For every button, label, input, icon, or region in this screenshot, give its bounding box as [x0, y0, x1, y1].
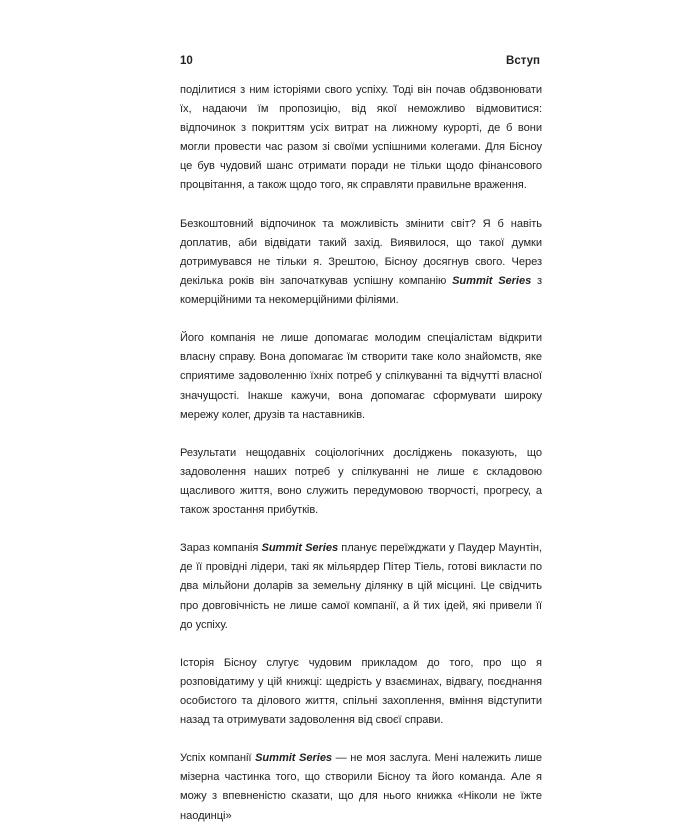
paragraph-4: Результати нещодавніх соціологічних досліджень показують, що задоволення наших потреб у спілкуванні не лише є складовою щасливого життя, воно служить передумовою творчості, прогресу, а також зростання прибутків. [180, 446, 542, 517]
body-text [180, 81, 542, 826]
paragraph-1: поділитися з ним історіями свого успіху. Тоді він почав обдзвонювати їх, надаючи їм пропозицію, від якої неможливо відмовитися: відпочинок з покриттям усіх витрат на лижному курорті, де б вони могли провести час разом зі своїми успішними колегами. Для Бісноу це був чудовий шанс отримати поради не тільки щодо фінансового процвітання, а також щодо того, як справляти правильне враження. [180, 84, 542, 192]
page-header [180, 52, 540, 70]
paragraph-7-text-b: — не моя заслуга. Мені належить лише мізерна частинка того, що створили Бісноу та його команда. Але я можу з впевненістю сказати, що для нього книжка «Ніколи не їжте наодинці» [180, 752, 543, 822]
paragraph-5-text-a: Зараз компанія [180, 542, 262, 555]
paragraph-3: Його компанія не лише допомагає молодим спеціалістам відкрити власну справу. Вона допомагає їм створити таке коло знайомств, яке сприятиме задоволенню їхніх потреб у спілкуванні та відчутті власної значущості. Інакше кажучи, вона допомагає сформувати широку мережу колег, друзів та наставників. [180, 332, 542, 421]
paragraph-5 [180, 539, 542, 634]
company-name: Summit Series [261, 542, 339, 555]
paragraph-2 [180, 215, 542, 310]
company-name: Summit Series [452, 274, 532, 287]
running-head-title: Вступ [506, 55, 540, 67]
paragraph-2-text-b: з комерційними та некомерційними філіями. [180, 274, 542, 307]
paragraph-5-text-b: планує переїжджати у Паудер Маунтін, де її провідні лідери, такі як мільярдер Пітер Тіель, готові викласти по два мільйони доларів за земельну ділянку в цій місцині. Це свідчить про довговічність не лише самої компанії, а й тих ідей, які привели її до успіху. [180, 542, 542, 631]
paragraph-7-text-a: Успіх компанії [180, 752, 256, 765]
paragraph-6: Історія Бісноу слугує чудовим прикладом до того, про що я розповідатиму у цій книжці: щедрість у взаєминах, відвагу, поєднання особистого та ділового життя, спільні захоплення, вміння відступити назад та отримувати задоволення від своєї справи. [180, 656, 542, 727]
company-name: Summit Series [255, 752, 333, 765]
paragraph-2-text-a: Безкоштовний відпочинок та можливість змінити світ? Я б навіть доплатив, аби відвідати такий захід. Виявилося, що такої думки дотримувався не тільки я. Зрештою, Бісноу досягнув свого. Через декілька років він започаткував успішну компанію [180, 217, 542, 287]
paragraph-7 [180, 749, 542, 825]
page-number: 10 [180, 55, 193, 67]
